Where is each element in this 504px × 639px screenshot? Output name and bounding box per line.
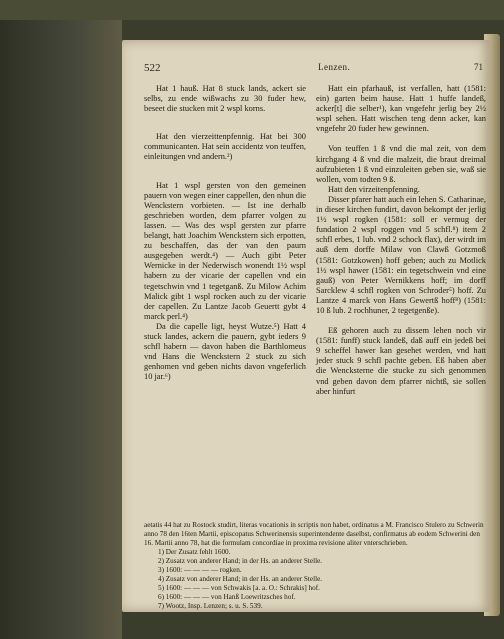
paragraph: Hat 1 hauß. Hat 8 stuck lands, ackert sie selbs, zu ende wißwachs zu 30 fuder hew, beseet die stucken mit 2 wspl korns. — [144, 84, 306, 114]
paragraph: Disser pfarer hatt auch ein lehen S. Catharinae, in dieser kirchen fundirt, davon bekompt der jerlig 1½ wspl rogken (1581: soll er vermug der fundation 2 wspl roggen vnd 5 schfl.⁸) item 2 schfl erbes, 1 lub. vnd 2 schock flax), der wirdt im auß dem dorffe Milaw von Clawß Gotzmoß (1581: Gotzkowen) hoff geben; auch zu Motlick 1½ wspl hawer (1581: ein tegetschwein vnd eine gauß) von Peter Wernikkens hoff; im dorff Sarcklew 4 schfl rogken von Schroder⁵) hoff. Zu Lantze 4 marck von Hans Gewertß hoff⁸) (1581: 10 ß lub. 2 rochhuner, 2 tegetgenße). — [316, 194, 486, 315]
left-column — [144, 84, 306, 382]
paragraph: Hatt ein pfarhauß, ist verfallen, hatt (1581: ein) garten beim hause. Hatt 1 huffe landeß, acker[t] die selber¹), kan vngefehr jerlig bey 2½ wspl sehen. Hatt wischen teng denn acker, kan vngefehr 20 fuder hew gewinnen. — [316, 84, 486, 134]
footnote: 4) Zusatz von anderer Hand; in der Hs. an anderer Stelle. — [158, 575, 323, 583]
book-spine — [0, 20, 122, 639]
background-top — [0, 0, 504, 20]
running-title: Lenzen. — [318, 62, 351, 72]
right-column — [316, 84, 486, 397]
facing-page-mark: 71 — [474, 62, 483, 72]
paragraph: Eß gehoren auch zu dissem lehen noch vir (1581: funff) stuck landeß, daß auff ein jedeß bei 9 scheffel hawer kan gesehet werden, vnd hatt jeder stuck 9 schfl pachte geben. Eß haben aber die Wencksterne die stucke zu sich genommen vnd geben davon dem pfarrer nichtß, sie sollen aber hinfurt — [316, 326, 486, 396]
paragraph: Hat 1 wspl gersten von den gemeinen pauern von wegen einer cappellen, den nhun die Wenckstern vorbieten. — Ist ine derhalb geschrieben worden, dem pfarrer volgen zu lassen. — Was des wspl gersten zur pfarre belangt, hatt Joachim Wenckstern sich erpotten, zu beschaffen, das der van den paurn ausgegeben werdt.⁴) — Auch gibt Peter Wernicke in der Nederwisch wonendt 1½ wspl habern zu der vicarie der capellen vnd ein tegetschwin vnd 1 tegetganß. Zu Milow Achim Malick gibt 1 wspl rocken auch zu der vicarie der capellen. Zu Lantze Jacob Geuertt gybt 4 marck perl.⁴) — [144, 180, 306, 321]
footnotes — [144, 521, 484, 611]
footnote: 5) 1600: — — — von Schwakis [a. a. O.: Schrakis] hof. — [158, 584, 320, 592]
footnote-lead: aetatis 44 hat zu Rostock studirt, literas vocationis in scriptis non habet, ordinatus a M. Francisco Stulero zu Schwerin anno 78 den 16ten Martii, episcopatus Schwerinensis superintendente daselbst, confirmatus ab eodem Schwerini den 16. Martii anno 78, hat die formulam concordiae in proxima revisione aliter vnterschrieben. — [144, 521, 484, 547]
footnote: 7) Wootz, Insp. Lenzen; s. u. S. 539. — [158, 602, 263, 610]
page-number: 522 — [144, 62, 161, 74]
footnote: 2) Zusatz von anderer Hand; in der Hs. an anderer Stelle. — [158, 557, 323, 565]
paragraph: Von teuffen 1 ß vnd die mal zeit, von dem kirchgang 4 ß vnd die malzeit, die braut dreimal aufzubieten 1 ß vnd einzuleiten geben sie, waß sie wollen, vom todten 9 ß. — [316, 144, 486, 184]
footnote: 6) 1600: — — — von Hanß Loewritzsches hof. — [158, 593, 296, 601]
paragraph: Da die capelle ligt, heyst Wutze.⁵) Hatt 4 stuck landes, ackern die pauern, gybt ieders 9 schfl habern — davon haben die Barthlomeus vnd Hans die Wenckstern 2 stuck zu sich genhomen vnd geben nichts davon vngeferlich 10 jar.⁶) — [144, 321, 306, 382]
footnote: 1) Der Zusatz fehlt 1600. — [158, 548, 231, 556]
paragraph: Hat den vierzeittenpfennig. Hat bei 300 communicanten. Hat sein accidentz von teuffen, einleitungen vnd andern.²) — [144, 132, 306, 162]
footnote: 3) 1600: — — — — rogken. — [158, 566, 242, 574]
paragraph: Hatt den virzeitenpfenning. — [328, 184, 420, 194]
